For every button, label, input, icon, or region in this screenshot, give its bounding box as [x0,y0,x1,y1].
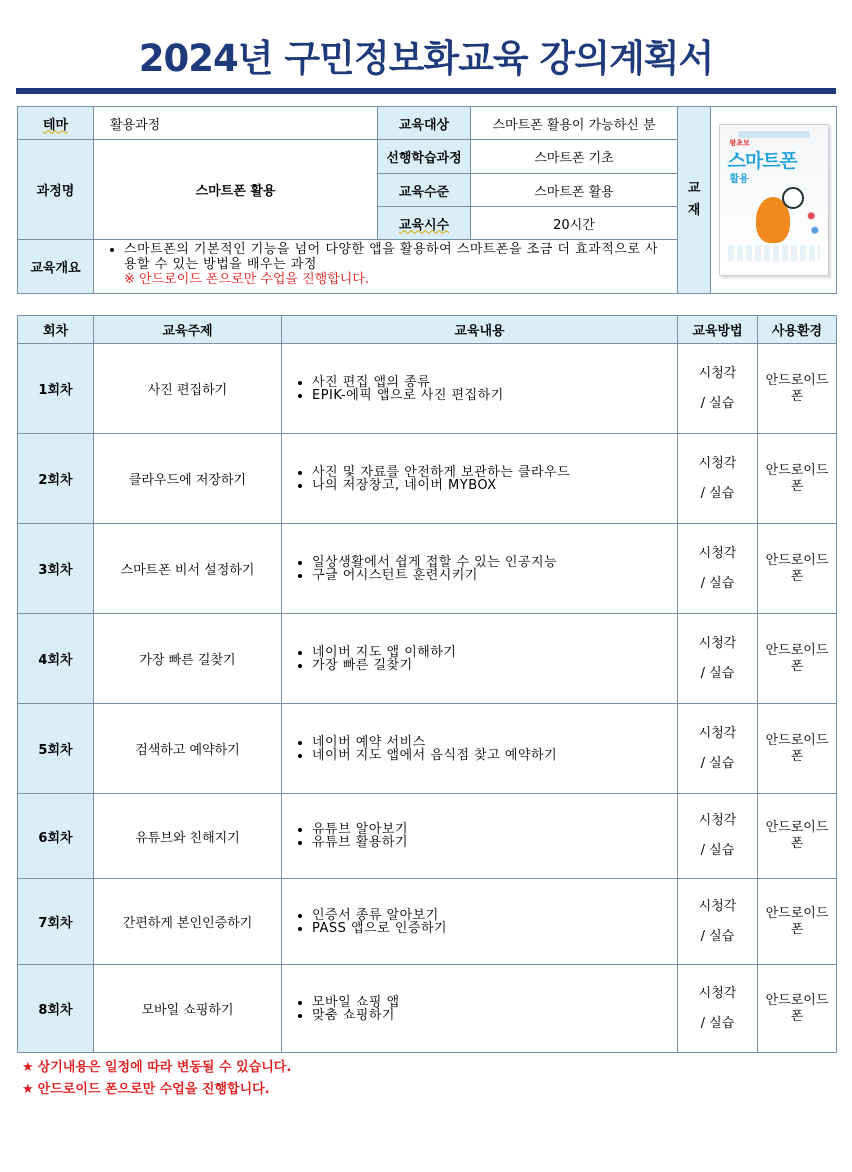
table-row [18,344,837,434]
content-cell [282,965,678,1053]
course-info-table [17,106,837,294]
overview-label: 교육개요 [18,240,94,294]
footer-notes [22,1057,291,1101]
environment-cell: 안드로이드 폰 [758,704,837,794]
prereq-value: 스마트폰 기초 [471,140,678,174]
content-item: • 사진 편집 앱의 종류 [312,376,677,389]
course-label: 과정명 [18,140,94,240]
topic-cell: 검색하고 예약하기 [94,704,282,794]
content-item: • 맞춤 쇼핑하기 [312,1009,677,1022]
content-cell [282,344,678,434]
content-item: • 인증서 종류 알아보기 [312,909,677,922]
method-cell: 시청각 / 실습 [678,614,758,704]
topic-cell: 모바일 쇼핑하기 [94,965,282,1053]
method-cell: 시청각 / 실습 [678,434,758,524]
content-item: • 네이버 예약 서비스 [312,736,677,749]
content-item: • PASS 앱으로 인증하기 [312,922,677,935]
environment-cell: 안드로이드 폰 [758,794,837,879]
content-item: • EPIK-에픽 앱으로 사진 편집하기 [312,389,677,402]
footer-note: ★ 안드로이드 폰으로만 수업을 진행합니다. [22,1082,270,1097]
round-cell: 7회차 [18,879,94,965]
round-cell: 1회차 [18,344,94,434]
environment-cell: 안드로이드 폰 [758,614,837,704]
overview-content [94,240,678,294]
schedule-table [17,315,837,1053]
level-label: 교육수준 [378,174,471,207]
theme-label: 테마 [18,107,94,140]
environment-cell: 안드로이드 폰 [758,879,837,965]
textbook-cover-image: 왕초보 스마트폰 활용 [719,124,829,276]
content-cell [282,434,678,524]
topic-cell: 스마트폰 비서 설정하기 [94,524,282,614]
content-cell [282,879,678,965]
header-environment: 사용환경 [758,316,837,344]
topic-cell: 유튜브와 친해지기 [94,794,282,879]
content-item: • 네이버 지도 앱에서 음식점 찾고 예약하기 [312,749,677,762]
round-cell: 5회차 [18,704,94,794]
topic-cell: 간편하게 본인인증하기 [94,879,282,965]
content-item: • 구글 어시스턴트 훈련시키기 [312,569,677,582]
method-cell: 시청각 / 실습 [678,344,758,434]
content-cell [282,524,678,614]
header-round: 회차 [18,316,94,344]
topic-cell: 클라우드에 저장하기 [94,434,282,524]
overview-note: ※ 안드로이드 폰으로만 수업을 진행합니다. [124,272,370,287]
star-icon: ★ [22,1060,34,1075]
table-row [18,879,837,965]
content-item: • 유튜브 활용하기 [312,836,677,849]
table-row [18,965,837,1053]
header-method: 교육방법 [678,316,758,344]
hours-label: 교육시수 [378,207,471,240]
table-row [18,524,837,614]
round-cell: 6회차 [18,794,94,879]
textbook-label: 교 재 [678,107,711,294]
star-icon: ★ [22,1082,34,1097]
environment-cell: 안드로이드 폰 [758,524,837,614]
content-item: • 모바일 쇼핑 앱 [312,996,677,1009]
content-item: • 가장 빠른 길찾기 [312,659,677,672]
method-cell: 시청각 / 실습 [678,794,758,879]
overview-text: • 스마트폰의 기본적인 기능을 넘어 다양한 앱을 활용하여 스마트폰을 조금 더 효과적으로 사용할 수 있는 방법을 배우는 과정 [124,242,671,272]
method-cell: 시청각 / 실습 [678,965,758,1053]
theme-value: 활용과정 [94,107,378,140]
content-item: • 사진 및 자료를 안전하게 보관하는 클라우드 [312,466,677,479]
content-item: • 일상생활에서 쉽게 접할 수 있는 인공지능 [312,556,677,569]
target-label: 교육대상 [378,107,471,140]
hours-value: 20시간 [471,207,678,240]
content-item: • 네이버 지도 앱 이해하기 [312,646,677,659]
content-cell [282,614,678,704]
round-cell: 2회차 [18,434,94,524]
environment-cell: 안드로이드 폰 [758,344,837,434]
method-cell: 시청각 / 실습 [678,704,758,794]
round-cell: 8회차 [18,965,94,1053]
title-underline [16,88,836,94]
footer-note: ★ 상기내용은 일정에 따라 변동될 수 있습니다. [22,1060,292,1075]
page-title: 2024년 구민정보화교육 강의계획서 [138,37,714,80]
topic-cell: 사진 편집하기 [94,344,282,434]
course-value: 스마트폰 활용 [94,140,378,240]
target-value: 스마트폰 활용이 가능하신 분 [471,107,678,140]
table-row [18,434,837,524]
content-cell [282,794,678,879]
content-item: • 나의 저장창고, 네이버 MYBOX [312,479,677,492]
content-item: • 유튜브 알아보기 [312,823,677,836]
topic-cell: 가장 빠른 길찾기 [94,614,282,704]
method-cell: 시청각 / 실습 [678,524,758,614]
round-cell: 4회차 [18,614,94,704]
prereq-label: 선행학습과정 [378,140,471,174]
method-cell: 시청각 / 실습 [678,879,758,965]
environment-cell: 안드로이드 폰 [758,965,837,1053]
round-cell: 3회차 [18,524,94,614]
header-topic: 교육주제 [94,316,282,344]
table-row [18,794,837,879]
level-value: 스마트폰 활용 [471,174,678,207]
table-row [18,704,837,794]
textbook-cover-cell [711,107,837,294]
content-cell [282,704,678,794]
environment-cell: 안드로이드 폰 [758,434,837,524]
header-content: 교육내용 [282,316,678,344]
table-row [18,614,837,704]
